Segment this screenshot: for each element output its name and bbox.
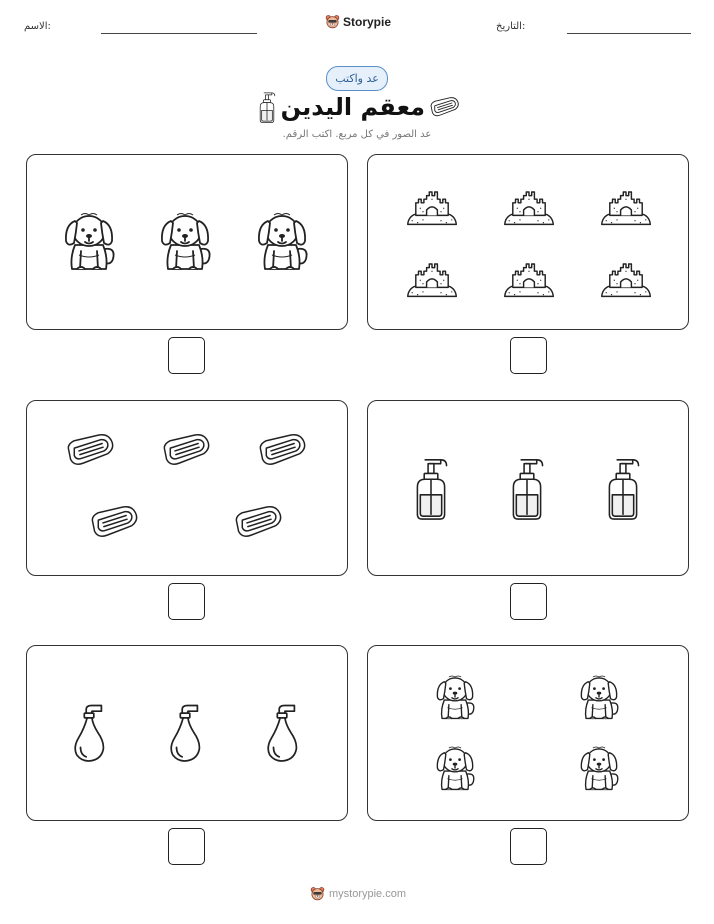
soap-pump-icon — [256, 90, 278, 124]
puppy-icon — [252, 207, 312, 275]
puppy-icon — [576, 742, 622, 794]
sandcastle-icon — [502, 183, 556, 228]
name-line[interactable] — [101, 33, 257, 34]
sandcastle-icon — [599, 183, 653, 228]
count-card-soap-pumps-3 — [367, 400, 689, 576]
sandcastle-icon — [405, 183, 459, 228]
name-label: الاسم: — [24, 21, 51, 32]
soap-drop-icon — [264, 703, 302, 765]
puppy-icon — [59, 207, 119, 275]
count-card-sandcastles-6 — [367, 154, 689, 330]
answer-box[interactable] — [168, 337, 205, 374]
answer-box[interactable] — [168, 828, 205, 865]
sandcastle-icon — [405, 255, 459, 300]
footer-url[interactable]: mystorypie.com — [329, 887, 407, 900]
soap-bar-icon — [233, 503, 285, 541]
bear-mascot-icon — [310, 886, 325, 901]
activity-badge: عد واكتب — [326, 66, 388, 91]
worksheet-instructions: عد الصور في كل مربع. اكتب الرقم. — [282, 129, 432, 140]
worksheet-title: معقم اليدين — [280, 93, 425, 121]
count-card-puppies-4 — [367, 645, 689, 821]
brand-name: Storypie — [343, 14, 392, 29]
soap-drop-icon — [71, 703, 109, 765]
soap-drop-icon — [167, 703, 205, 765]
count-card-soap-drops-3 — [26, 645, 348, 821]
soap-pump-icon — [507, 454, 547, 522]
footer-brand — [310, 886, 406, 901]
count-card-soap-bars-5 — [26, 400, 348, 576]
puppy-icon — [432, 742, 478, 794]
soap-pump-icon — [411, 454, 451, 522]
puppy-icon — [155, 207, 215, 275]
soap-bar-icon — [65, 431, 117, 469]
sandcastle-icon — [599, 255, 653, 300]
answer-box[interactable] — [510, 828, 547, 865]
soap-bar-icon — [89, 503, 141, 541]
date-label: التاريخ: — [496, 21, 526, 32]
date-line[interactable] — [567, 33, 691, 34]
puppy-icon — [432, 671, 478, 723]
soap-bar-icon — [429, 95, 461, 119]
bear-mascot-icon — [325, 14, 340, 29]
answer-box[interactable] — [510, 337, 547, 374]
brand-logo — [325, 14, 391, 29]
answer-box[interactable] — [168, 583, 205, 620]
soap-pump-icon — [603, 454, 643, 522]
soap-bar-icon — [257, 431, 309, 469]
answer-box[interactable] — [510, 583, 547, 620]
soap-bar-icon — [161, 431, 213, 469]
count-card-puppies-3 — [26, 154, 348, 330]
puppy-icon — [576, 671, 622, 723]
sandcastle-icon — [502, 255, 556, 300]
